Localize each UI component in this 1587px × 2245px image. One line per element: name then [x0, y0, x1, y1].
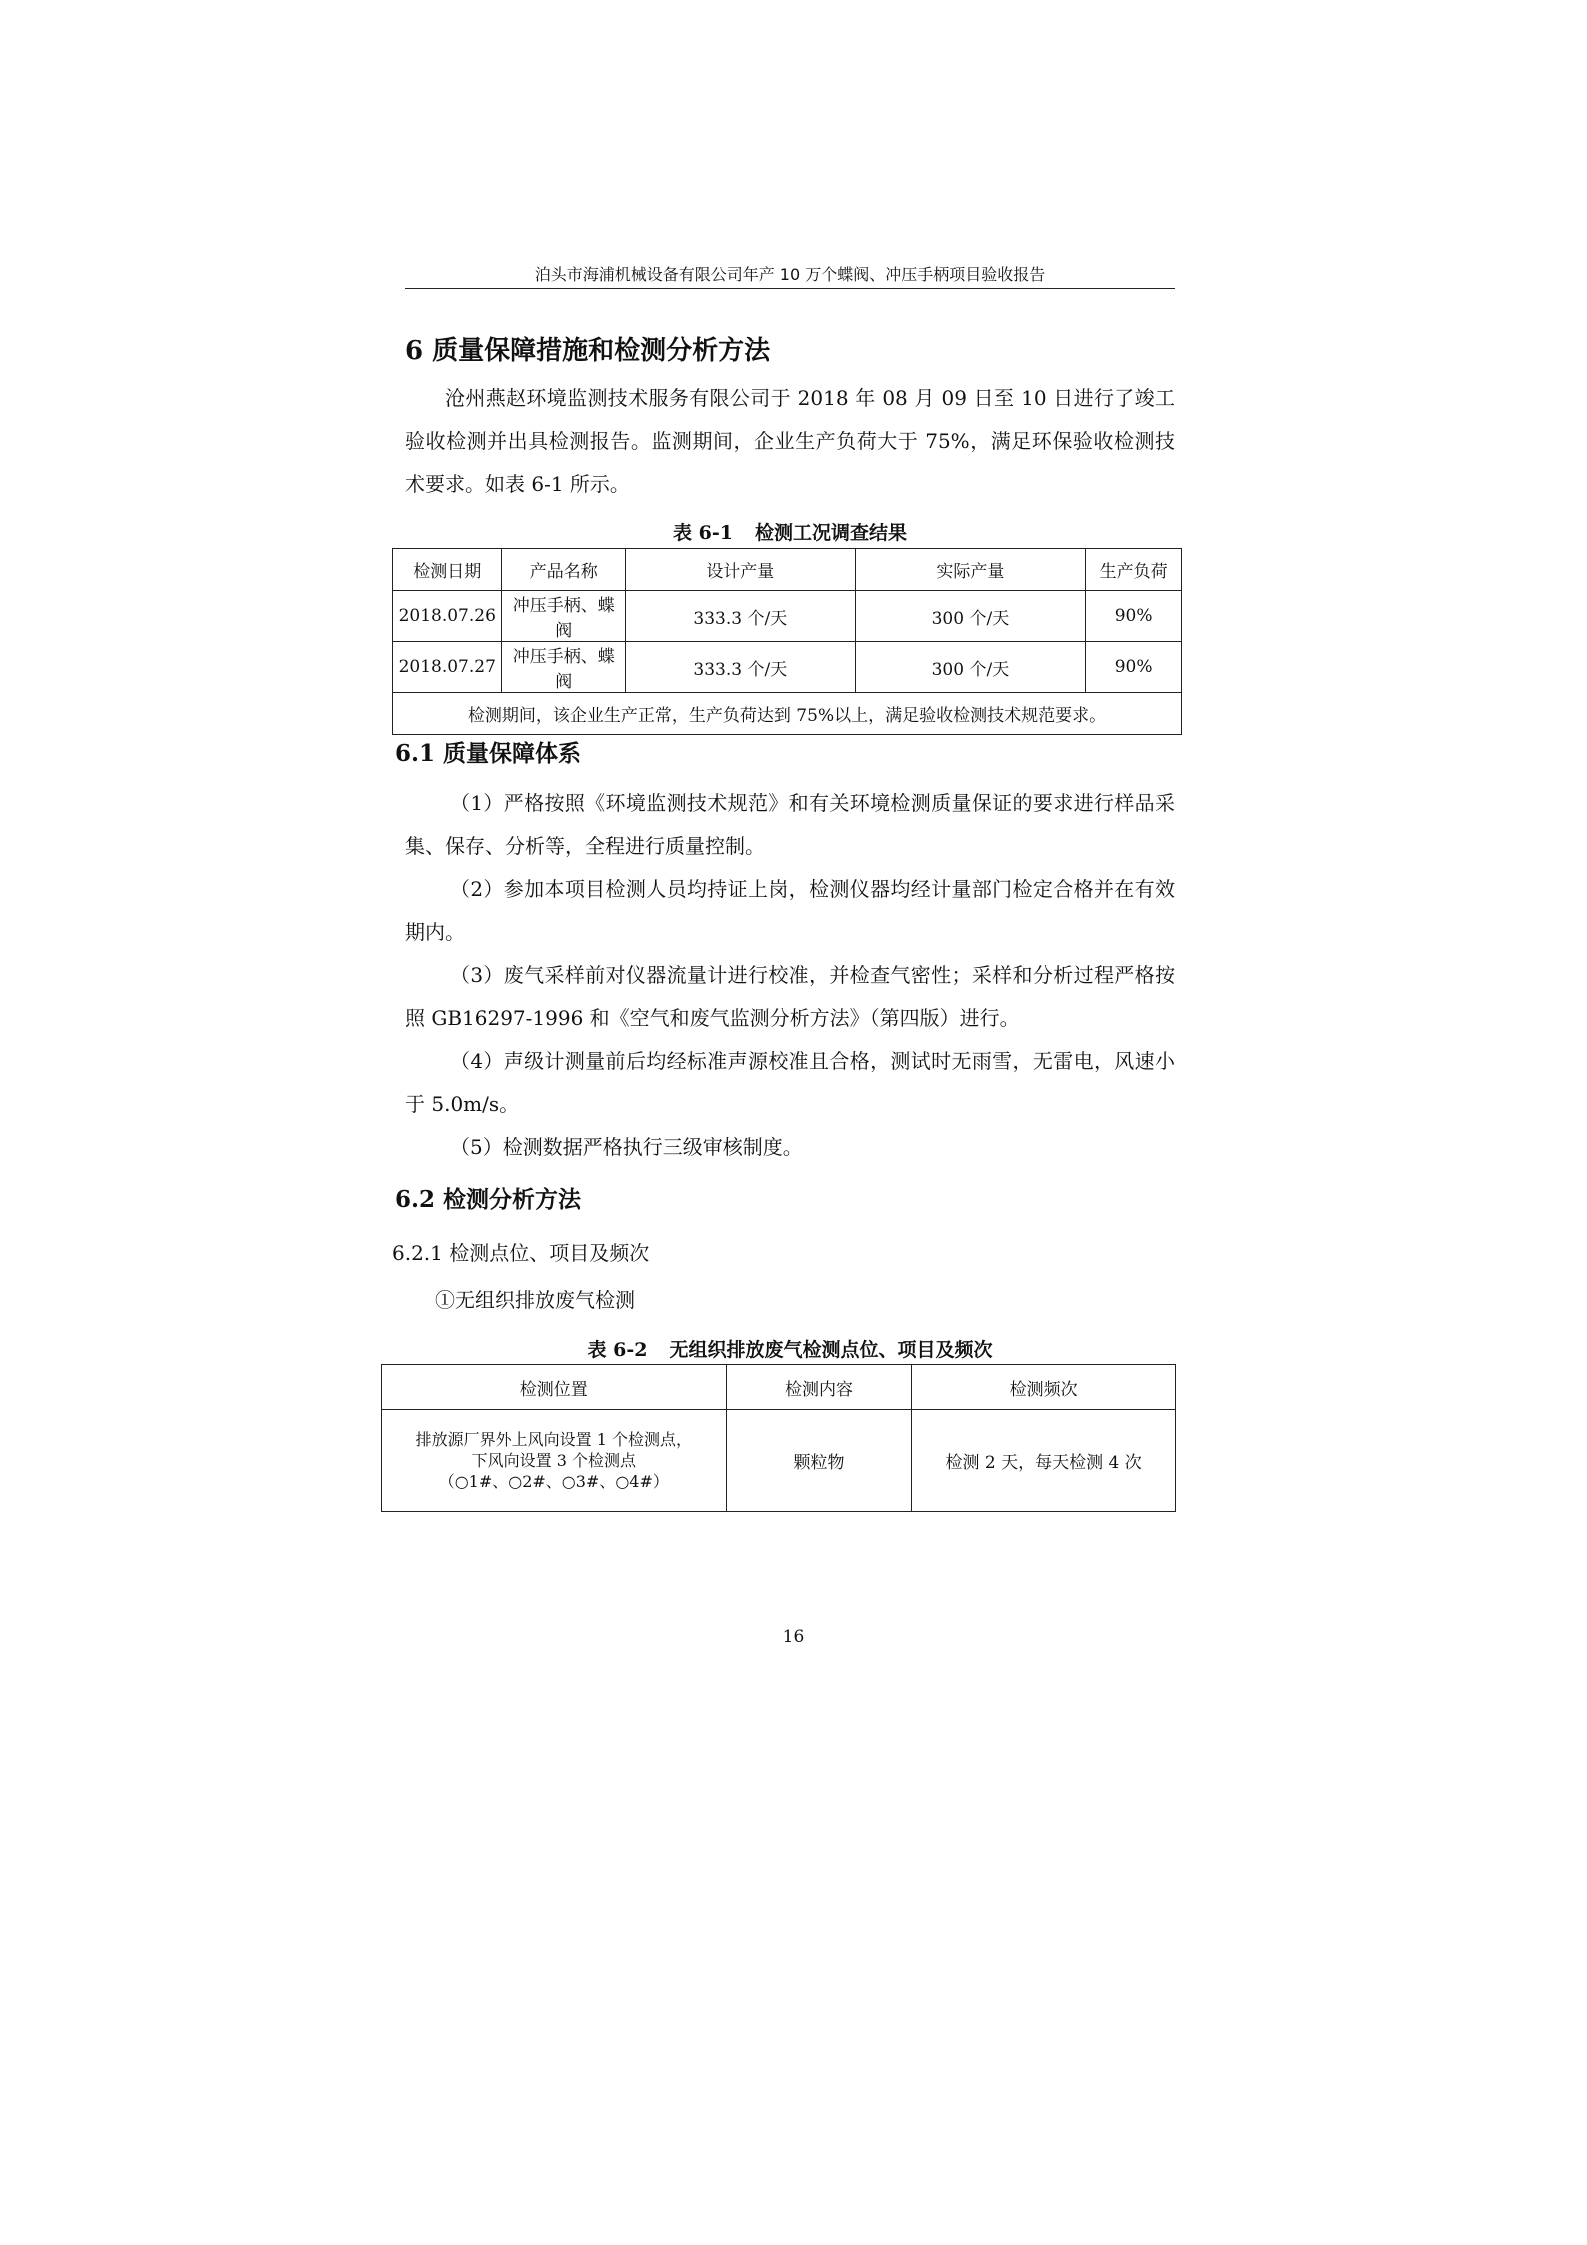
table-6-2-header-cell: 检测频次	[912, 1365, 1176, 1410]
section-6-1-heading: 6.1 质量保障体系	[395, 740, 582, 767]
table-cell: 90%	[1086, 642, 1182, 693]
monitoring-frequency-cell: 检测 2 天，每天检测 4 次	[912, 1410, 1176, 1512]
section-6-heading: 6 质量保障措施和检测分析方法	[405, 336, 771, 366]
table-6-1	[392, 548, 1182, 735]
table-6-2-header-cell: 检测位置	[382, 1365, 727, 1410]
table-6-1-header-cell: 产品名称	[502, 549, 626, 591]
circled-item-1: ①无组织排放废气检测	[435, 1288, 635, 1312]
table-6-1-header-cell: 实际产量	[855, 549, 1086, 591]
page-number: 16	[782, 1627, 805, 1647]
section-6-2-heading: 6.2 检测分析方法	[395, 1186, 582, 1213]
table-6-1-header-cell: 生产负荷	[1086, 549, 1182, 591]
table-6-1-caption-number: 表 6-1	[673, 522, 733, 544]
monitoring-position-cell	[382, 1410, 727, 1512]
table-6-2-caption	[405, 1335, 1175, 1362]
table-6-2-header-row	[382, 1365, 1176, 1410]
table-cell: 333.3 个/天	[626, 591, 856, 642]
table-row	[393, 642, 1182, 693]
table-6-1-caption	[405, 518, 1175, 545]
quality-item-1: （1）严格按照《环境监测技术规范》和有关环境检测质量保证的要求进行样品采集、保存、分析等，全程进行质量控制。	[405, 791, 1175, 858]
section-6-2-1-heading: 6.2.1 检测点位、项目及频次	[392, 1241, 650, 1265]
table-6-2-caption-title: 无组织排放废气检测点位、项目及频次	[669, 1339, 993, 1361]
table-cell: 300 个/天	[855, 642, 1086, 693]
table-cell: 冲压手柄、蝶阀	[502, 591, 626, 642]
quality-item-5: （5）检测数据严格执行三级审核制度。	[450, 1135, 803, 1159]
monitoring-position-line: 下风向设置 3 个检测点	[471, 1451, 636, 1470]
table-6-2-caption-number: 表 6-2	[587, 1339, 648, 1361]
table-cell: 90%	[1086, 591, 1182, 642]
table-6-1-note-row	[393, 693, 1182, 735]
monitoring-position-line: 排放源厂界外上风向设置 1 个检测点，	[415, 1430, 692, 1449]
quality-item-3: （3）废气采样前对仪器流量计进行校准，并检查气密性；采样和分析过程严格按照 GB16297-1996 和《空气和废气监测分析方法》（第四版）进行。	[405, 963, 1175, 1030]
running-header: 泊头市海浦机械设备有限公司年产 10 万个蝶阀、冲压手柄项目验收报告	[534, 265, 1046, 284]
table-6-2-header-cell: 检测内容	[726, 1365, 912, 1410]
section-6-intro: 沧州燕赵环境监测技术服务有限公司于 2018 年 08 月 09 日至 10 日进行了竣工验收检测并出具检测报告。监测期间，企业生产负荷大于 75%，满足环保验收检测技术要求。如表 6-1 所示。	[405, 386, 1175, 496]
table-cell: 333.3 个/天	[626, 642, 856, 693]
quality-item-2: （2）参加本项目检测人员均持证上岗，检测仪器均经计量部门检定合格并在有效期内。	[405, 877, 1175, 944]
header-rule	[405, 288, 1175, 289]
table-6-1-caption-title: 检测工况调查结果	[754, 522, 907, 544]
table-cell: 2018.07.26	[393, 591, 502, 642]
table-6-1-note: 检测期间，该企业生产正常，生产负荷达到 75%以上，满足验收检测技术规范要求。	[393, 693, 1182, 735]
table-row	[393, 591, 1182, 642]
table-row	[382, 1410, 1176, 1512]
monitoring-position-line: （○1#、○2#、○3#、○4#）	[438, 1472, 669, 1491]
monitoring-content-cell: 颗粒物	[726, 1410, 912, 1512]
table-6-1-header-row	[393, 549, 1182, 591]
table-6-2	[381, 1364, 1176, 1512]
table-6-1-header-cell: 检测日期	[393, 549, 502, 591]
table-cell: 冲压手柄、蝶阀	[502, 642, 626, 693]
table-cell: 300 个/天	[855, 591, 1086, 642]
table-6-1-header-cell: 设计产量	[626, 549, 856, 591]
table-cell: 2018.07.27	[393, 642, 502, 693]
quality-item-4: （4）声级计测量前后均经标准声源校准且合格，测试时无雨雪，无雷电，风速小于 5.0m/s。	[405, 1049, 1175, 1116]
